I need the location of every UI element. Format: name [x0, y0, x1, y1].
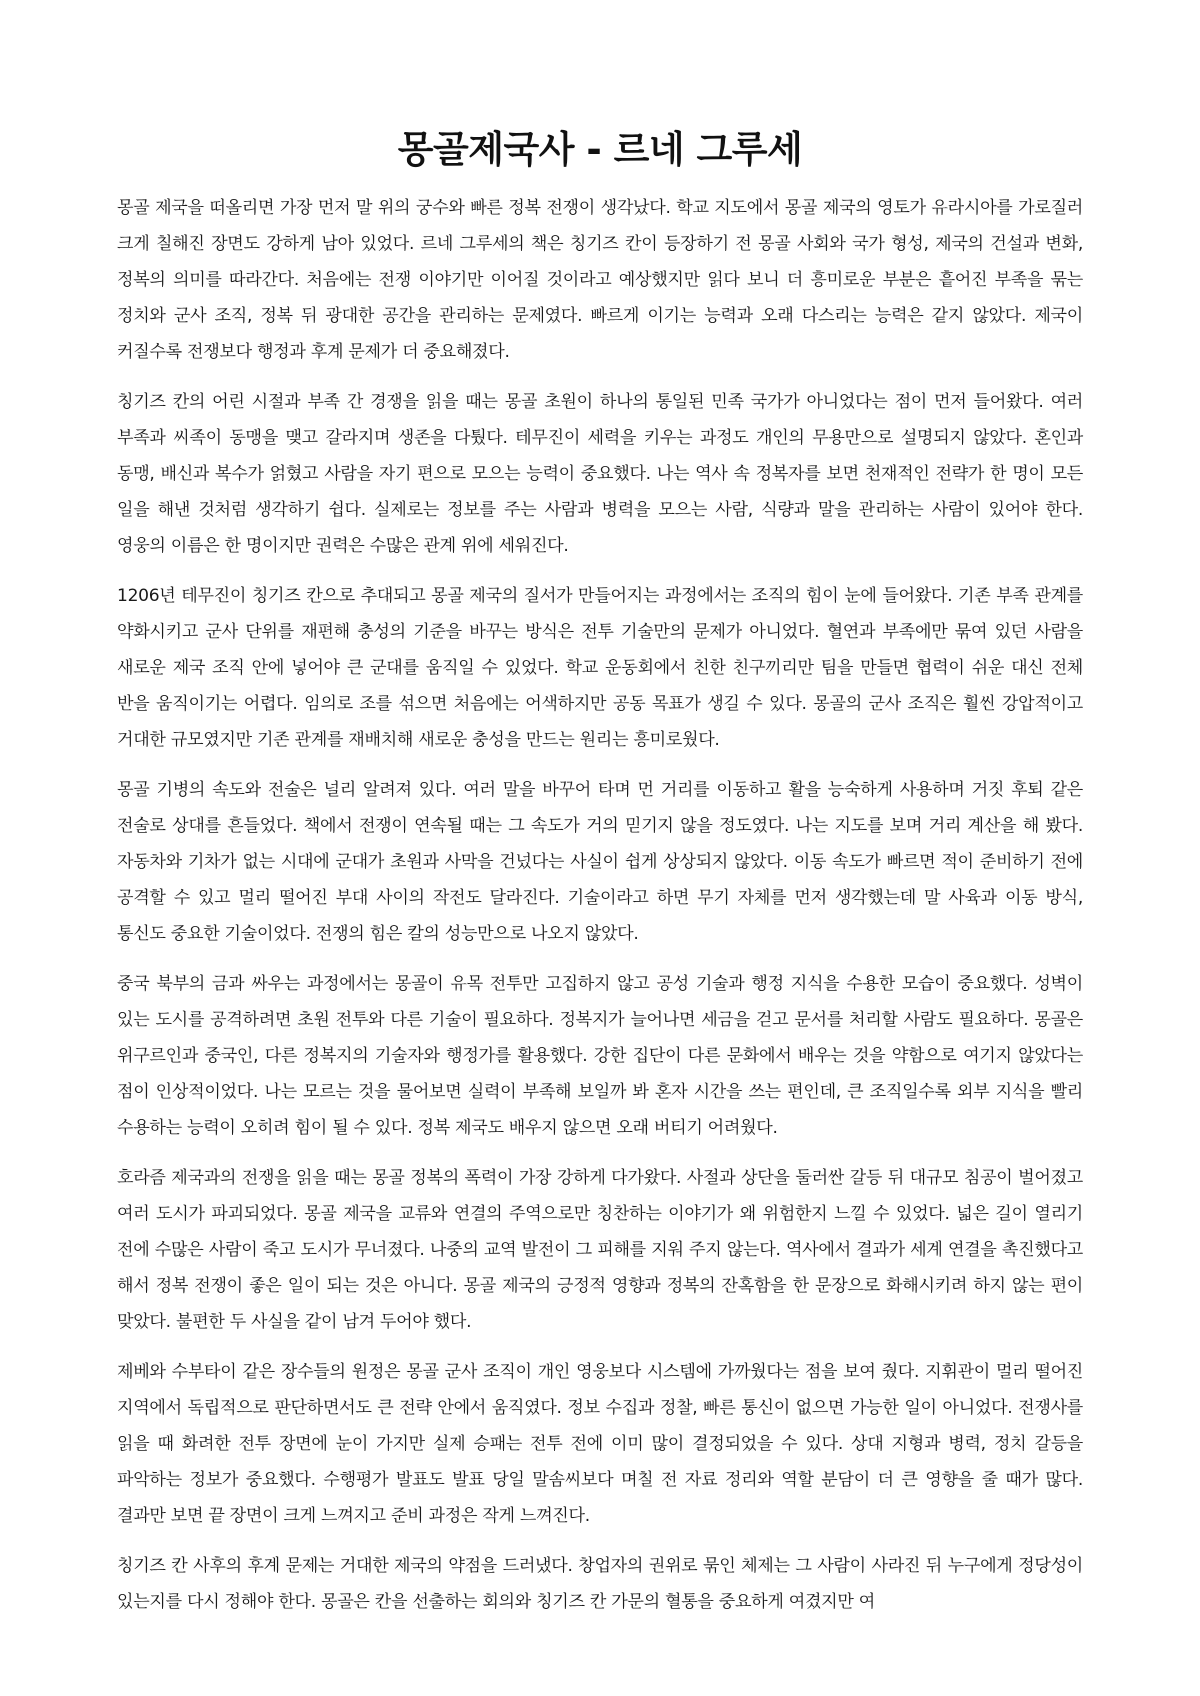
paragraph: 몽골 제국을 떠올리면 가장 먼저 말 위의 궁수와 빠른 정복 전쟁이 생각났다. 학교 지도에서 몽골 제국의 영토가 유라시아를 가로질러 크게 칠해진 장면도 강하게 남아 있었다. 르네 그루세의 책은 칭기즈 칸이 등장하기 전 몽골 사회와 국가 형성, 제국의 건설과 변화, 정복의 의미를 따라간다. 처음에는 전쟁 이야기만 이어질 것이라고 예상했지만 읽다 보니 더 흥미로운 부분은 흩어진 부족을 묶는 정치와 군사 조직, 정복 뒤 광대한 공간을 관리하는 문제였다. 빠르게 이기는 능력과 오래 다스리는 능력은 같지 않았다. 제국이 커질수록 전쟁보다 행정과 후계 문제가 더 중요해졌다. — [117, 198, 1083, 362]
paragraph: 제베와 수부타이 같은 장수들의 원정은 몽골 군사 조직이 개인 영웅보다 시스템에 가까웠다는 점을 보여 줬다. 지휘관이 멀리 떨어진 지역에서 독립적으로 판단하면서도 큰 전략 안에서 움직였다. 정보 수집과 정찰, 빠른 통신이 없으면 가능한 일이 아니었다. 전쟁사를 읽을 때 화려한 전투 장면에 눈이 가지만 실제 승패는 전투 전에 이미 많이 결정되었을 수 있다. 상대 지형과 병력, 정치 갈등을 파악하는 정보가 중요했다. 수행평가 발표도 발표 당일 말솜씨보다 며칠 전 자료 정리와 역할 분담이 더 큰 영향을 줄 때가 많다. 결과만 보면 끝 장면이 크게 느껴지고 준비 과정은 작게 느껴진다. — [117, 1362, 1083, 1526]
paragraph: 칭기즈 칸 사후의 후계 문제는 거대한 제국의 약점을 드러냈다. 창업자의 권위로 묶인 체제는 그 사람이 사라진 뒤 누구에게 정당성이 있는지를 다시 정해야 한다. 몽골은 칸을 선출하는 회의와 칭기즈 칸 가문의 혈통을 중요하게 여겼지만 여 — [117, 1556, 1083, 1612]
paragraph: 호라즘 제국과의 전쟁을 읽을 때는 몽골 정복의 폭력이 가장 강하게 다가왔다. 사절과 상단을 둘러싼 갈등 뒤 대규모 침공이 벌어졌고 여러 도시가 파괴되었다. 몽골 제국을 교류와 연결의 주역으로만 칭찬하는 이야기가 왜 위험한지 느낄 수 있었다. 넓은 길이 열리기 전에 수많은 사람이 죽고 도시가 무너졌다. 나중의 교역 발전이 그 피해를 지워 주지 않는다. 역사에서 결과가 세계 연결을 촉진했다고 해서 정복 전쟁이 좋은 일이 되는 것은 아니다. 몽골 제국의 긍정적 영향과 정복의 잔혹함을 한 문장으로 화해시키려 하지 않는 편이 맞았다. 불편한 두 사실을 같이 남겨 두어야 했다. — [117, 1168, 1083, 1332]
paragraph: 1206년 테무진이 칭기즈 칸으로 추대되고 몽골 제국의 질서가 만들어지는 과정에서는 조직의 힘이 눈에 들어왔다. 기존 부족 관계를 약화시키고 군사 단위를 재편해 충성의 기준을 바꾸는 방식은 전투 기술만의 문제가 아니었다. 혈연과 부족에만 묶여 있던 사람을 새로운 제국 조직 안에 넣어야 큰 군대를 움직일 수 있었다. 학교 운동회에서 친한 친구끼리만 팀을 만들면 협력이 쉬운 대신 전체 반을 움직이기는 어렵다. 임의로 조를 섞으면 처음에는 어색하지만 공동 목표가 생길 수 있다. 몽골의 군사 조직은 훨씬 강압적이고 거대한 규모였지만 기존 관계를 재배치해 새로운 충성을 만드는 원리는 흥미로웠다. — [117, 586, 1083, 750]
paragraph: 칭기즈 칸의 어린 시절과 부족 간 경쟁을 읽을 때는 몽골 초원이 하나의 통일된 민족 국가가 아니었다는 점이 먼저 들어왔다. 여러 부족과 씨족이 동맹을 맺고 갈라지며 생존을 다퉜다. 테무진이 세력을 키우는 과정도 개인의 무용만으로 설명되지 않았다. 혼인과 동맹, 배신과 복수가 얽혔고 사람을 자기 편으로 모으는 능력이 중요했다. 나는 역사 속 정복자를 보면 천재적인 전략가 한 명이 모든 일을 해낸 것처럼 생각하기 쉽다. 실제로는 정보를 주는 사람과 병력을 모으는 사람, 식량과 말을 관리하는 사람이 있어야 한다. 영웅의 이름은 한 명이지만 권력은 수많은 관계 위에 세워진다. — [117, 392, 1083, 556]
document-body — [117, 190, 1083, 1620]
document-page — [117, 0, 1083, 1696]
document-title: 몽골제국사 - 르네 그루세 — [397, 128, 803, 171]
paragraph: 몽골 기병의 속도와 전술은 널리 알려져 있다. 여러 말을 바꾸어 타며 먼 거리를 이동하고 활을 능숙하게 사용하며 거짓 후퇴 같은 전술로 상대를 흔들었다. 책에서 전쟁이 연속될 때는 그 속도가 거의 믿기지 않을 정도였다. 나는 지도를 보며 거리 계산을 해 봤다. 자동차와 기차가 없는 시대에 군대가 초원과 사막을 건넜다는 사실이 쉽게 상상되지 않았다. 이동 속도가 빠르면 적이 준비하기 전에 공격할 수 있고 멀리 떨어진 부대 사이의 작전도 달라진다. 기술이라고 하면 무기 자체를 먼저 생각했는데 말 사육과 이동 방식, 통신도 중요한 기술이었다. 전쟁의 힘은 칼의 성능만으로 나오지 않았다. — [117, 780, 1083, 944]
paragraph: 중국 북부의 금과 싸우는 과정에서는 몽골이 유목 전투만 고집하지 않고 공성 기술과 행정 지식을 수용한 모습이 중요했다. 성벽이 있는 도시를 공격하려면 초원 전투와 다른 기술이 필요하다. 정복지가 늘어나면 세금을 걷고 문서를 처리할 사람도 필요하다. 몽골은 위구르인과 중국인, 다른 정복지의 기술자와 행정가를 활용했다. 강한 집단이 다른 문화에서 배우는 것을 약함으로 여기지 않았다는 점이 인상적이었다. 나는 모르는 것을 물어보면 실력이 부족해 보일까 봐 혼자 시간을 쓰는 편인데, 큰 조직일수록 외부 지식을 빨리 수용하는 능력이 오히려 힘이 될 수 있다. 정복 제국도 배우지 않으면 오래 버티기 어려웠다. — [117, 974, 1083, 1138]
